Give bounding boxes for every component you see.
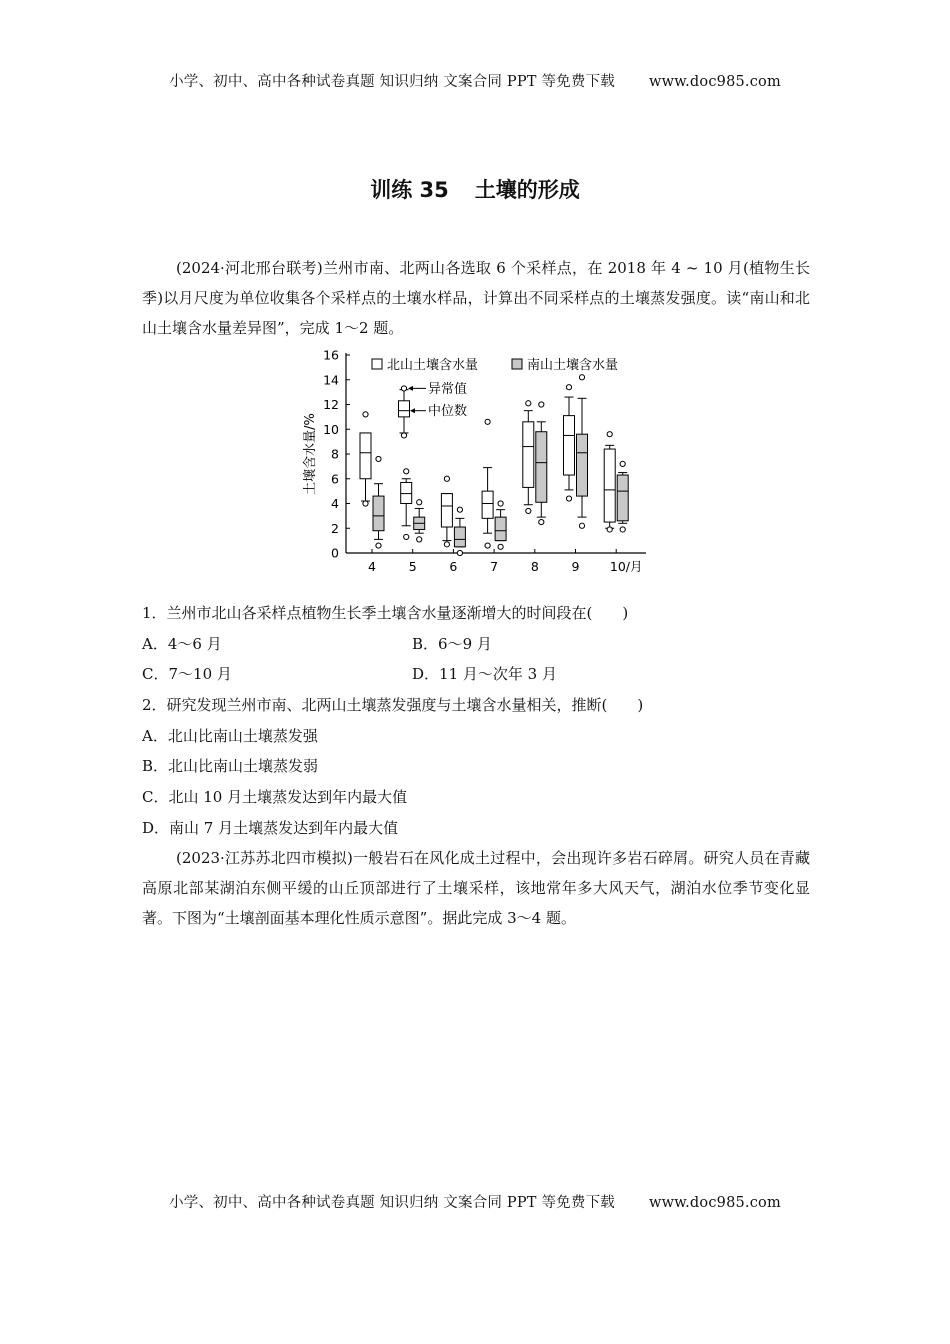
south-box-6-box [454,527,465,547]
annotation-arrowhead-median [410,408,415,413]
north-box-7-outlier [485,419,490,424]
north-box-4-outlier [363,501,368,506]
north-box-9-box [564,416,575,475]
south-box-10/月-outlier [620,527,625,532]
south-box-10/月-outlier [620,461,625,466]
y-tick-label: 8 [331,446,339,462]
north-box-10/月-box [604,449,615,522]
intro-paragraph-2 [142,843,810,933]
south-box-4-outlier [376,456,381,461]
page-title [0,174,950,204]
south-box-8-outlier [539,519,544,524]
legend-north-label: 北山土壤含水量 [387,358,479,373]
legend-south-swatch [512,359,522,369]
north-box-7-outlier [485,543,490,548]
y-tick-label: 16 [323,347,339,363]
question-2-option-d[interactable]: D．南山 7 月土壤蒸发达到年内最大值 [142,819,399,837]
page-footer [0,1191,950,1212]
annotation-outlier-label: 异常值 [428,381,468,397]
north-box-8-box [523,422,534,488]
north-box-5-outlier [404,534,409,539]
question-1-option-b[interactable]: B．6～9 月 [412,635,492,653]
y-tick-label: 0 [331,545,339,561]
question-1-option-d[interactable]: D．11 月～次年 3 月 [412,665,557,683]
north-box-5-box [401,482,412,503]
footer-text: 小学、初中、高中各种试卷真题 知识归纳 文案合同 PPT 等免费下载 [169,1195,615,1211]
y-tick-label: 2 [331,520,339,536]
x-tick-label: 7 [490,559,499,574]
x-tick-label: 9 [571,559,580,574]
north-box-8-outlier [526,401,531,406]
south-box-6-outlier [457,507,462,512]
title-main: 训练 35 [370,178,449,202]
y-tick-label: 6 [331,471,339,487]
legend-south-label: 南山土壤含水量 [527,358,619,373]
question-2-option-c[interactable]: C．北山 10 月土壤蒸发达到年内最大值 [142,788,408,806]
north-box-4-outlier [363,412,368,417]
question-1-stem: 1．兰州市北山各采样点植物生长季土壤含水量逐渐增大的时间段在( ) [142,604,629,622]
intro-text-2: (2023·江苏苏北四市模拟)一般岩石在风化成土过程中，会出现许多岩石碎屑。研究人员在青藏高原北部某湖泊东侧平缓的山丘顶部进行了土壤采样，该地常年多大风天气，湖泊水位季节变化显著。下图为“土壤剖面基本理化性质示意图”。据此完成 3～4 题。 [142,849,810,927]
annotation-arrowhead-outlier [408,386,413,391]
north-box-8-outlier [526,508,531,513]
south-box-10/月-box [617,475,628,521]
south-box-7-outlier [498,501,503,506]
north-box-5-outlier [404,469,409,474]
north-box-10/月-outlier [607,432,612,437]
soil-moisture-boxplot-chart [296,345,656,595]
legend-north-swatch [372,359,382,369]
north-box-6-outlier [444,476,449,481]
question-1-option-a[interactable]: A．4～6 月 [142,635,222,653]
question-2-option-b[interactable]: B．北山比南山土壤蒸发弱 [142,757,319,775]
north-box-7-box [482,491,493,518]
title-sub: 土壤的形成 [474,178,580,202]
x-tick-label: 4 [368,559,376,574]
x-tick-label: 8 [530,559,539,574]
x-tick-label: 6 [449,559,458,574]
example-box-outlier [401,386,406,391]
south-box-9-outlier [579,523,584,528]
south-box-7-box [495,517,506,541]
y-axis-label: 土壤含水量/% [303,413,318,495]
south-box-8-box [536,432,547,503]
question-2-option-a[interactable]: A．北山比南山土壤蒸发强 [142,727,318,745]
y-tick-label: 12 [323,397,339,412]
example-box-box [399,401,410,417]
north-box-4-box [360,433,371,479]
y-tick-label: 10 [323,421,339,437]
north-box-10/月-outlier [607,527,612,532]
question-1-option-c[interactable]: C．7～10 月 [142,665,232,683]
example-box-outlier [401,433,406,438]
north-box-6-box [441,494,452,527]
south-box-5-outlier [417,537,422,542]
header-site[interactable]: www.doc985.com [648,74,781,90]
south-box-4-box [373,496,384,531]
intro-text-1: (2024·河北邢台联考)兰州市南、北两山各选取 6 个采样点，在 2018 年 4 ~ 10 月(植物生长季)以月尺度为单位收集各个采样点的土壤水样品，计算出不同采样点的土壤蒸发强度。读“南山和北山土壤含水量差异图”，完成 1～2 题。 [142,259,810,337]
page-header [0,70,950,91]
south-box-4-outlier [376,543,381,548]
footer-site[interactable]: www.doc985.com [648,1195,781,1211]
south-box-9-outlier [579,375,584,380]
header-text: 小学、初中、高中各种试卷真题 知识归纳 文案合同 PPT 等免费下载 [169,74,615,90]
north-box-9-outlier [566,385,571,390]
north-box-9-outlier [566,496,571,501]
x-tick-label: 10/月 [609,559,643,574]
south-box-9-box [577,434,588,496]
south-box-7-outlier [498,544,503,549]
y-tick-label: 14 [323,372,339,388]
y-tick-label: 4 [331,496,339,511]
intro-paragraph-1 [142,253,810,343]
north-box-6-outlier [444,542,449,547]
south-box-6-outlier [457,550,462,555]
south-box-5-outlier [417,500,422,505]
south-box-8-outlier [539,402,544,407]
question-2-stem: 2．研究发现兰州市南、北两山土壤蒸发强度与土壤含水量相关，推断( ) [142,696,644,714]
annotation-median-label: 中位数 [428,404,468,420]
x-tick-label: 5 [408,559,417,574]
